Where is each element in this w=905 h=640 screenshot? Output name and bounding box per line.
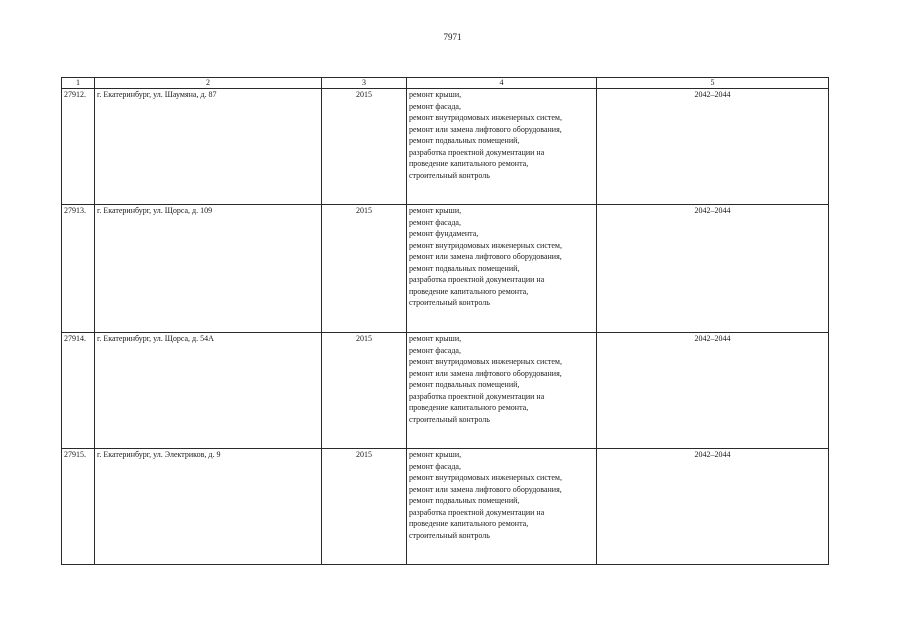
- register-table: [61, 77, 829, 565]
- row-address: г. Екатеринбург, ул. Щорса, д. 109: [95, 205, 322, 333]
- page-number: 7971: [443, 32, 462, 42]
- work-item: строительный контроль: [409, 530, 490, 540]
- row-number: 27914.: [62, 333, 95, 449]
- row-year: 2015: [322, 449, 407, 565]
- row-address: г. Екатеринбург, ул. Щорса, д. 54А: [95, 333, 322, 449]
- row-number: 27915.: [62, 449, 95, 565]
- column-header-address: 2: [95, 78, 322, 89]
- work-item: разработка проектной документации на: [409, 391, 545, 401]
- row-works: [407, 89, 597, 205]
- row-term: 2042–2044: [597, 89, 829, 205]
- work-item: ремонт внутридомовых инженерных систем,: [409, 357, 562, 366]
- work-item: ремонт крыши,: [409, 90, 462, 99]
- work-item: ремонт или замена лифтового оборудования,: [409, 252, 562, 261]
- column-header-works: 4: [407, 78, 597, 89]
- work-item: ремонт подвальных помещений,: [409, 136, 520, 145]
- work-item: ремонт или замена лифтового оборудования,: [409, 124, 562, 134]
- work-item: ремонт фасада,: [409, 461, 461, 471]
- column-header-term: 5: [597, 78, 829, 89]
- row-works: [407, 449, 597, 565]
- work-item: проведение капитального ремонта,: [409, 286, 529, 296]
- work-item: ремонт фасада,: [409, 101, 461, 111]
- work-item: строительный контроль: [409, 170, 490, 180]
- work-item: ремонт фасада,: [409, 345, 461, 355]
- work-item: строительный контроль: [409, 298, 490, 307]
- work-item: проведение капитального ремонта,: [409, 519, 529, 528]
- row-number: 27912.: [62, 89, 95, 205]
- work-item: разработка проектной документации на: [409, 275, 545, 284]
- row-year: 2015: [322, 89, 407, 205]
- work-item: проведение капитального ремонта,: [409, 159, 529, 168]
- work-item: ремонт внутридомовых инженерных систем,: [409, 113, 562, 122]
- row-year: 2015: [322, 333, 407, 449]
- work-item: ремонт крыши,: [409, 450, 462, 459]
- work-item: ремонт внутридомовых инженерных систем,: [409, 240, 562, 250]
- work-item: разработка проектной документации на: [409, 507, 545, 517]
- table-row: [62, 205, 829, 333]
- row-term: 2042–2044: [597, 205, 829, 333]
- row-works: [407, 333, 597, 449]
- work-item: ремонт внутридомовых инженерных систем,: [409, 473, 562, 482]
- work-item: строительный контроль: [409, 414, 490, 424]
- work-item: ремонт фасада,: [409, 217, 461, 227]
- work-item: проведение капитального ремонта,: [409, 403, 529, 412]
- row-address: г. Екатеринбург, ул. Электриков, д. 9: [95, 449, 322, 565]
- row-term: 2042–2044: [597, 449, 829, 565]
- work-item: ремонт или замена лифтового оборудования,: [409, 368, 562, 378]
- table-row: [62, 333, 829, 449]
- row-term: 2042–2044: [597, 333, 829, 449]
- work-item: ремонт подвальных помещений,: [409, 380, 520, 389]
- table-row: [62, 89, 829, 205]
- work-item: ремонт подвальных помещений,: [409, 263, 520, 273]
- row-address: г. Екатеринбург, ул. Шаумяна, д. 87: [95, 89, 322, 205]
- column-header-number: 1: [62, 78, 95, 89]
- header-row: [62, 78, 829, 89]
- work-item: ремонт подвальных помещений,: [409, 496, 520, 505]
- work-item: ремонт крыши,: [409, 334, 462, 343]
- row-number: 27913.: [62, 205, 95, 333]
- row-works: [407, 205, 597, 333]
- work-item: ремонт фундамента,: [409, 229, 479, 238]
- work-item: ремонт крыши,: [409, 206, 462, 215]
- work-item: разработка проектной документации на: [409, 147, 545, 157]
- row-year: 2015: [322, 205, 407, 333]
- column-header-year: 3: [322, 78, 407, 89]
- work-item: ремонт или замена лифтового оборудования,: [409, 484, 562, 494]
- table-row: [62, 449, 829, 565]
